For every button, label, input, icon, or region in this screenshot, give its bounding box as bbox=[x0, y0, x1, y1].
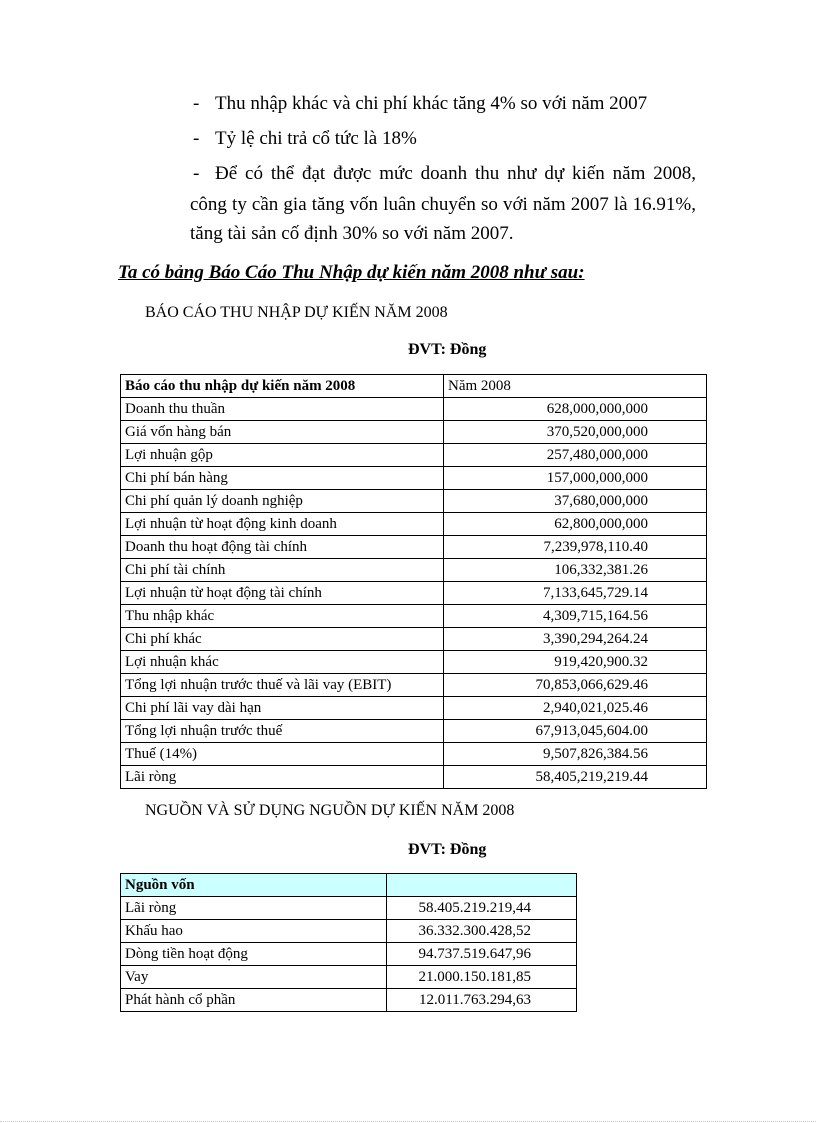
bullet-text: Để có thể đạt được mức doanh thu như dự kiến năm 2008, bbox=[215, 163, 696, 184]
table-row bbox=[121, 490, 707, 513]
table-row bbox=[121, 766, 707, 789]
table-row bbox=[121, 536, 707, 559]
row-label: Phát hành cổ phần bbox=[121, 989, 387, 1012]
table-header-row bbox=[121, 375, 707, 398]
row-value: 37,680,000,000 bbox=[444, 490, 707, 513]
row-label: Dòng tiền hoạt động bbox=[121, 943, 387, 966]
row-value: 370,520,000,000 bbox=[444, 421, 707, 444]
sources-report-unit: ĐVT: Đồng bbox=[408, 841, 487, 858]
header-label: Báo cáo thu nhập dự kiến năm 2008 bbox=[121, 375, 444, 398]
sources-report-table bbox=[120, 873, 577, 1012]
row-label: Chi phí lãi vay dài hạn bbox=[121, 697, 444, 720]
bullet-dash: - bbox=[193, 93, 200, 114]
income-report-title: BÁO CÁO THU NHẬP DỰ KIẾN NĂM 2008 bbox=[145, 304, 448, 321]
row-value: 12.011.763.294,63 bbox=[387, 989, 577, 1012]
bullet-dash: - bbox=[193, 163, 200, 184]
table-row bbox=[121, 421, 707, 444]
row-value: 919,420,900.32 bbox=[444, 651, 707, 674]
row-label: Chi phí tài chính bbox=[121, 559, 444, 582]
row-value: 58,405,219,219.44 bbox=[444, 766, 707, 789]
row-label: Thu nhập khác bbox=[121, 605, 444, 628]
row-label: Chi phí quản lý doanh nghiệp bbox=[121, 490, 444, 513]
row-value: 157,000,000,000 bbox=[444, 467, 707, 490]
header-label: Nguồn vốn bbox=[121, 874, 387, 897]
row-label: Vay bbox=[121, 966, 387, 989]
row-value: 7,239,978,110.40 bbox=[444, 536, 707, 559]
row-value: 257,480,000,000 bbox=[444, 444, 707, 467]
table-row bbox=[121, 743, 707, 766]
row-label: Thuế (14%) bbox=[121, 743, 444, 766]
header-value: Năm 2008 bbox=[444, 375, 707, 398]
bullet-dash: - bbox=[193, 128, 200, 149]
table-row bbox=[121, 697, 707, 720]
table-row bbox=[121, 920, 577, 943]
table-row bbox=[121, 651, 707, 674]
table-row bbox=[121, 582, 707, 605]
row-value: 70,853,066,629.46 bbox=[444, 674, 707, 697]
row-label: Lợi nhuận khác bbox=[121, 651, 444, 674]
row-value: 36.332.300.428,52 bbox=[387, 920, 577, 943]
row-label: Tổng lợi nhuận trước thuế và lãi vay (EBIT) bbox=[121, 674, 444, 697]
income-report-body bbox=[121, 398, 707, 789]
sources-report-title: NGUỒN VÀ SỬ DỤNG NGUỒN DỰ KIẾN NĂM 2008 bbox=[145, 802, 515, 819]
row-value: 94.737.519.647,96 bbox=[387, 943, 577, 966]
header-value bbox=[387, 874, 577, 897]
table-row bbox=[121, 989, 577, 1012]
table-row bbox=[121, 444, 707, 467]
bullet-text: Thu nhập khác và chi phí khác tăng 4% so với năm 2007 bbox=[215, 93, 648, 114]
row-label: Khấu hao bbox=[121, 920, 387, 943]
row-value: 4,309,715,164.56 bbox=[444, 605, 707, 628]
row-value: 58.405.219.219,44 bbox=[387, 897, 577, 920]
bullet-text: Tỷ lệ chi trả cổ tức là 18% bbox=[215, 128, 417, 149]
row-value: 7,133,645,729.14 bbox=[444, 582, 707, 605]
row-value: 628,000,000,000 bbox=[444, 398, 707, 421]
row-value: 67,913,045,604.00 bbox=[444, 720, 707, 743]
row-label: Doanh thu hoạt động tài chính bbox=[121, 536, 444, 559]
table-row bbox=[121, 467, 707, 490]
page-bottom-divider bbox=[0, 1121, 816, 1122]
row-label: Lợi nhuận gộp bbox=[121, 444, 444, 467]
row-label: Chi phí bán hàng bbox=[121, 467, 444, 490]
body-paragraph: công ty cần gia tăng vốn luân chuyển so với năm 2007 là 16.91%, tăng tài sản cố định 30% so với năm 2007. bbox=[190, 194, 696, 244]
row-value: 106,332,381.26 bbox=[444, 559, 707, 582]
table-row bbox=[121, 966, 577, 989]
row-value: 3,390,294,264.24 bbox=[444, 628, 707, 651]
row-label: Giá vốn hàng bán bbox=[121, 421, 444, 444]
row-label: Chi phí khác bbox=[121, 628, 444, 651]
table-row bbox=[121, 513, 707, 536]
table-row bbox=[121, 897, 577, 920]
table-row bbox=[121, 943, 577, 966]
row-label: Lợi nhuận từ hoạt động tài chính bbox=[121, 582, 444, 605]
table-row bbox=[121, 674, 707, 697]
row-label: Lãi ròng bbox=[121, 766, 444, 789]
row-label: Tổng lợi nhuận trước thuế bbox=[121, 720, 444, 743]
row-label: Lợi nhuận từ hoạt động kinh doanh bbox=[121, 513, 444, 536]
row-value: 62,800,000,000 bbox=[444, 513, 707, 536]
table-row bbox=[121, 720, 707, 743]
row-value: 21.000.150.181,85 bbox=[387, 966, 577, 989]
table-row bbox=[121, 628, 707, 651]
row-label: Lãi ròng bbox=[121, 897, 387, 920]
income-report-unit: ĐVT: Đồng bbox=[408, 341, 487, 358]
row-label: Doanh thu thuần bbox=[121, 398, 444, 421]
section-heading: Ta có bảng Báo Cáo Thu Nhập dự kiến năm 2008 như sau: bbox=[118, 262, 585, 283]
row-value: 2,940,021,025.46 bbox=[444, 697, 707, 720]
table-row bbox=[121, 559, 707, 582]
table-row bbox=[121, 605, 707, 628]
income-report-table bbox=[120, 374, 707, 789]
sources-report-body bbox=[121, 897, 577, 1012]
table-header-row bbox=[121, 874, 577, 897]
table-row bbox=[121, 398, 707, 421]
row-value: 9,507,826,384.56 bbox=[444, 743, 707, 766]
